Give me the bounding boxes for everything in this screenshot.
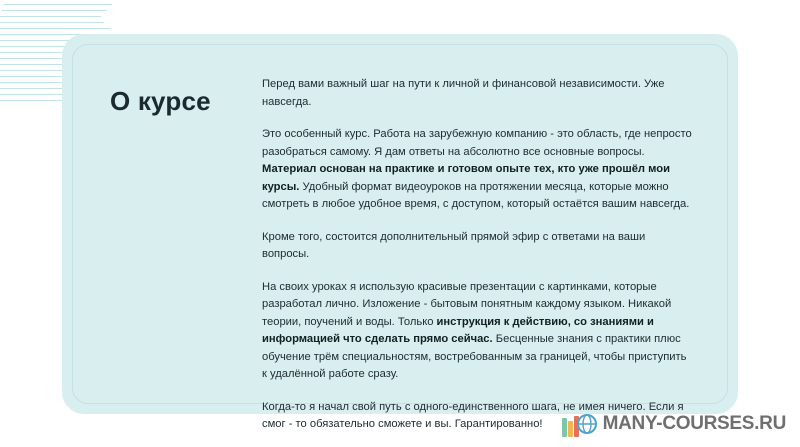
course-description-text (262, 76, 692, 434)
paragraph (262, 126, 692, 214)
emphasis-text: Материал основан на практике и готовом опыте тех, кто уже прошёл мои курсы. (262, 163, 670, 193)
text-run: Кроме того, состоится дополнительный прямой эфир с ответами на ваши вопросы. (262, 230, 646, 260)
text-run: Бесценные знания с практики плюс обучение трём специальностям, востребованным за границей, чтобы приступить к удалённой работе сразу. (262, 333, 687, 380)
books-globe-icon (561, 409, 597, 439)
emphasis-text: инструкция к действию, со знаниями и информацией что сделать прямо сейчас. (262, 315, 654, 345)
text-run: Удобный формат видеоуроков на протяжении месяца, которые можно смотреть в любое удобное время, с доступом, который остаётся вашим навсегда. (262, 180, 690, 210)
paragraph (262, 279, 692, 384)
page-title: О курсе (110, 86, 211, 116)
text-run: Перед вами важный шаг на пути к личной и финансовой независимости. Уже навсегда. (262, 78, 665, 108)
paragraph (262, 76, 692, 111)
watermark-label: MANY-COURSES.RU (602, 413, 786, 434)
text-run: На своих уроках я использую красивые презентации с картинками, которые разработал лично. Изложение - бытовым понятным каждому языком. Никакой теории, поучений и воды. Только (262, 280, 672, 328)
text-run: Это особенный курс. Работа на зарубежную компанию - это область, где непросто разобраться самому. Я дам ответы на абсолютно все основные вопросы. (262, 128, 692, 158)
text-run: Когда-то я начал свой путь с одного-единственного шага, не имея ничего. Если я смог - то обязательно сможете и вы. Гарантированно! (262, 400, 684, 430)
paragraph (262, 229, 692, 264)
watermark (561, 409, 786, 439)
